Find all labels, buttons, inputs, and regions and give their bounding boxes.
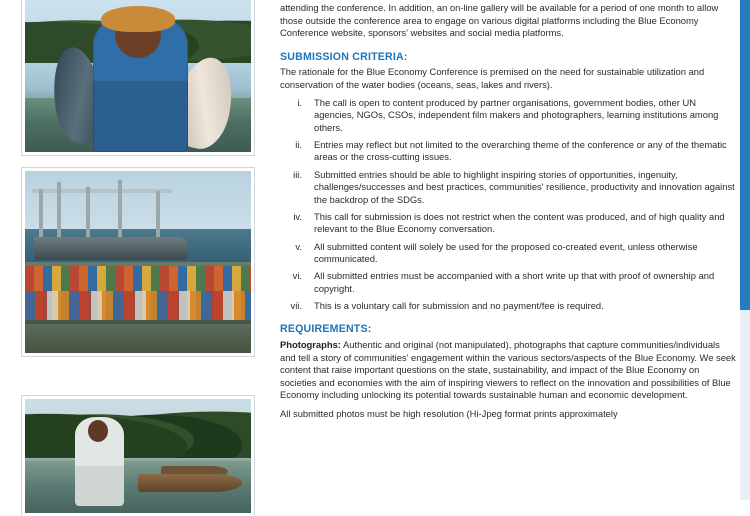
list-item-text: Entries may reflect but not limited to the overarching theme of the conference or any of the thematic areas or the cross-cutting issues. <box>314 138 727 163</box>
crane-mast <box>39 189 43 244</box>
crane-mast <box>118 180 122 244</box>
list-item <box>280 169 738 207</box>
accent-segment-bottom <box>740 310 750 500</box>
list-item <box>280 241 738 266</box>
boat-near <box>138 474 242 492</box>
list-item-number: v. <box>295 240 302 252</box>
requirements-block <box>280 339 738 421</box>
list-item <box>280 97 738 135</box>
accent-segment-top <box>740 0 750 310</box>
list-item-number: vii. <box>290 299 302 311</box>
requirements-heading: REQUIREMENTS: <box>280 323 372 336</box>
list-item <box>280 139 738 164</box>
list-item <box>280 270 738 295</box>
container-stack-row <box>25 291 251 320</box>
list-item-text: All submitted content will solely be used for the proposed co-created event, unless otherwise communicated. <box>314 240 698 265</box>
photographs-paragraph <box>280 339 738 402</box>
list-item-text: This is a voluntary call for submission and no payment/fee is required. <box>314 299 604 311</box>
crane-mast <box>57 182 61 244</box>
intro-paragraph-block <box>280 2 738 40</box>
page-edge-accent-bar <box>740 0 750 500</box>
crane-boom <box>32 189 172 193</box>
list-item-number: i. <box>297 96 302 108</box>
crane-mast <box>156 191 160 244</box>
fisherman-holding-fish-photo <box>22 0 254 155</box>
photographs-text: Authentic and original (not manipulated), photographs that capture communities/individuals and tell a story of communities' engagement within the various sectors/aspects of the Blue Economy. We seek content that raise important questions on the state, sustainability, and impact of the Blue Economy on societies and economies with the aim of inspiring viewers to reflect on the innovation and possibilities of Blue Economy including unlocking its potential towards sustainable human and economic development. <box>280 339 736 401</box>
yard-road <box>25 324 251 353</box>
submission-criteria-heading: SUBMISSION CRITERIA: <box>280 50 408 63</box>
photographs-label: Photographs: <box>280 339 341 351</box>
list-item <box>280 300 738 313</box>
list-item-number: iii. <box>293 168 302 180</box>
image-column <box>0 0 268 500</box>
list-item-number: iv. <box>293 210 302 222</box>
list-item-text: Submitted entries should be able to highlight inspiring stories of opportunities, ingenuity, challenges/successes and best practices, communities' resilience, productivity and innovation against the backdrop of the SDGs. <box>314 168 735 205</box>
cut-off-line: All submitted photos must be high resolution (Hi-Jpeg format prints approximately <box>280 408 618 420</box>
text-column <box>268 0 750 500</box>
list-item-number: ii. <box>295 138 302 150</box>
list-item-text: The call is open to content produced by partner organisations, government bodies, other UN agencies, NGOs, CSOs, independent film makers and photographers, learning institutions among others. <box>314 96 719 133</box>
container-port-photo <box>22 168 254 356</box>
woman-head <box>88 420 108 442</box>
cargo-ship <box>34 237 188 261</box>
crane-mast <box>86 187 90 243</box>
submission-criteria-lead: The rationale for the Blue Economy Conference is premised on the need for sustainable utilization and conservation of the water bodies (oceans, seas, lakes and rivers). <box>280 66 705 90</box>
list-item-number: vi. <box>292 270 302 282</box>
intro-paragraph: attending the conference. In addition, an on-line gallery will be available for a period of one month to allow those outside the conference area to engage on various digital platforms including the Blue Economy Conference website, sponsors' websites and social media platforms. <box>280 2 719 39</box>
woman-by-river-photo <box>22 396 254 516</box>
list-item-text: All submitted entries must be accompanied with a short write up that with proof of ownership and copyright. <box>314 270 715 294</box>
fisherman-hat <box>101 6 175 32</box>
photo-trees <box>25 399 251 458</box>
list-item-text: This call for submission is does not restrict when the content was produced, and of high quality and relevant to the Blue Economy conversation. <box>314 210 725 235</box>
list-item <box>280 211 738 236</box>
submission-criteria-list <box>280 97 738 313</box>
